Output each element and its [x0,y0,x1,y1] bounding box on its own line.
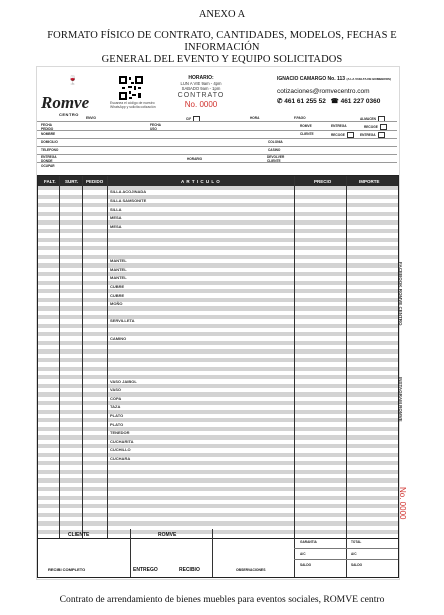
list-item: CUCHARITA [110,438,134,444]
list-item: CUBRE [110,292,125,298]
list-item: CAMINO [110,335,127,341]
label-recoge-1: RECOGE [364,124,387,130]
list-item: VASO JAIBOL [110,378,137,384]
side-instagram: INSTAGRAM ROMVE [398,377,403,422]
title-line-1: FORMATO FÍSICO DE CONTRATO, CANTIDADES, MODELOS, FECHAS E INFORMACIÓN [47,30,397,53]
contract-word: CONTRATO [177,92,225,99]
document-title [10,30,434,66]
contract-number: No. 0000 [184,100,218,109]
title-line-2: GENERAL DEL EVENTO Y EQUIPO SOLICITADOS [101,54,343,65]
list-item: SILLA ACOJINADA [110,189,147,195]
side-facebook: FACEBOOK ROMVE CENTRO [398,262,403,326]
list-item: MANTEL [110,266,127,272]
list-item: MESA [110,223,122,229]
label-fpago: F.PAGO [294,116,306,120]
list-item: MANTEL [110,275,127,281]
brand-name: Romve [41,93,90,112]
label-horario: HORARIO [187,157,203,161]
label-hora: HORA [250,116,260,120]
footer-recibi: RECIBI COMPLETO [48,567,86,572]
side-number: No. 0000 [398,487,407,520]
footer-saldo-2: SALDO [351,563,363,567]
label-recoge-2: RECOGE [331,132,354,138]
footer-ac-2: A/C [351,552,357,556]
annex-label: ANEXO A [198,9,246,20]
items-table [37,175,399,539]
form-footer [37,529,399,578]
qr-note: Escanea el código de nuestro WhatsApp y solicita cotización [110,101,156,110]
list-item: CUCHILLO [110,447,131,453]
qr-code-icon [119,76,143,100]
contact-block [277,76,399,105]
label-fecha-uso: FECHA USO [150,123,161,131]
footer-saldo-1: SALDO [300,563,312,567]
list-item: TENEDOR [110,430,130,436]
footer-cliente: CLIENTE [68,532,90,538]
label-envio: ENVIO [86,116,96,120]
list-item: PLATO [110,421,124,427]
whatsapp-icon: ✆ [277,98,283,105]
hours-weekday: LUN A VIE 9am - 4pm [180,81,222,86]
label-telefono: TELEFONO [41,148,59,152]
label-ocupar: OCUPAR [41,164,55,168]
label-colonia: COLONIA [268,140,283,144]
hours-title: HORARIO: [188,75,214,81]
label-almacen: ALMACEN [360,116,385,122]
col-falt: FALT. [44,178,56,184]
list-item: CUCHARA [110,456,131,461]
label-domicilio: DOMICILIO [41,140,58,144]
list-item: SERVILLETA [110,318,135,324]
phone-icon: ☎ [330,98,339,105]
list-item: CUBRE [110,284,125,289]
phone-2: 461 227 0360 [340,98,381,105]
label-cf: C/F [186,116,200,122]
table-items [38,186,398,538]
list-item: SILLA SAMSONITE [110,198,147,203]
list-item: MOÑO [110,301,123,307]
col-precio: PRECIO [314,178,332,184]
hours-saturday: SABADO 9am - 1pm [181,86,221,91]
email: cotizaciones@romvecentro.com [277,88,370,95]
label-fecha-pedido: FECHA PEDIDO [41,123,54,131]
label-casino: CASINO [268,148,281,152]
hours-block [177,75,225,109]
document-caption: Contrato de arrendamiento de bienes muebles para eventos sociales, ROMVE centro [59,594,385,605]
label-romve: ROMVE [300,124,312,128]
footer-garantia: GARANTIA [300,540,317,544]
wine-glass-icon: 🍷 [67,75,79,85]
col-importe: IMPORTE [359,178,380,184]
list-item: SILLA [110,206,122,212]
list-item: TAZA [110,404,121,410]
footer-total: TOTAL [351,540,362,544]
list-item: MANTEL [110,258,127,264]
items-table-header [38,176,398,186]
label-cliente: CLIENTE [300,132,314,136]
address-note: (A LA VUELTA DE BOMBEROS) [346,77,392,81]
label-entrega-1: ENTREGA [331,124,347,128]
footer-observaciones: OBSERVACIONES [236,568,266,572]
col-surt: SURT. [65,178,79,184]
footer-ac-1: A/C [300,552,306,556]
label-entrega-2: ENTREGA [360,132,385,138]
list-item: MESA [110,215,122,221]
phone-1: 461 61 255 52 [284,98,326,105]
list-item: COPA [110,395,122,401]
label-nombre: NOMBRE [41,132,56,136]
brand-sub: CENTRO [59,112,79,117]
list-item: VASO [110,387,122,393]
label-devolver-cliente: DEVOLVER CLIENTE [267,155,285,163]
footer-romve: ROMVE [158,532,177,538]
footer-recibio: RECIBIO [179,567,200,573]
col-pedido: PEDIDO [86,178,104,184]
col-articulo: A R T I C U L O [181,178,221,184]
list-item: PLATO [110,413,124,418]
footer-entrego: ENTREGO [133,567,158,573]
contract-form-image [36,66,407,580]
address: IGNACIO CAMARGO No. 113 [277,76,346,82]
label-entrega-donde: ENTREGA DONDE [41,155,57,163]
